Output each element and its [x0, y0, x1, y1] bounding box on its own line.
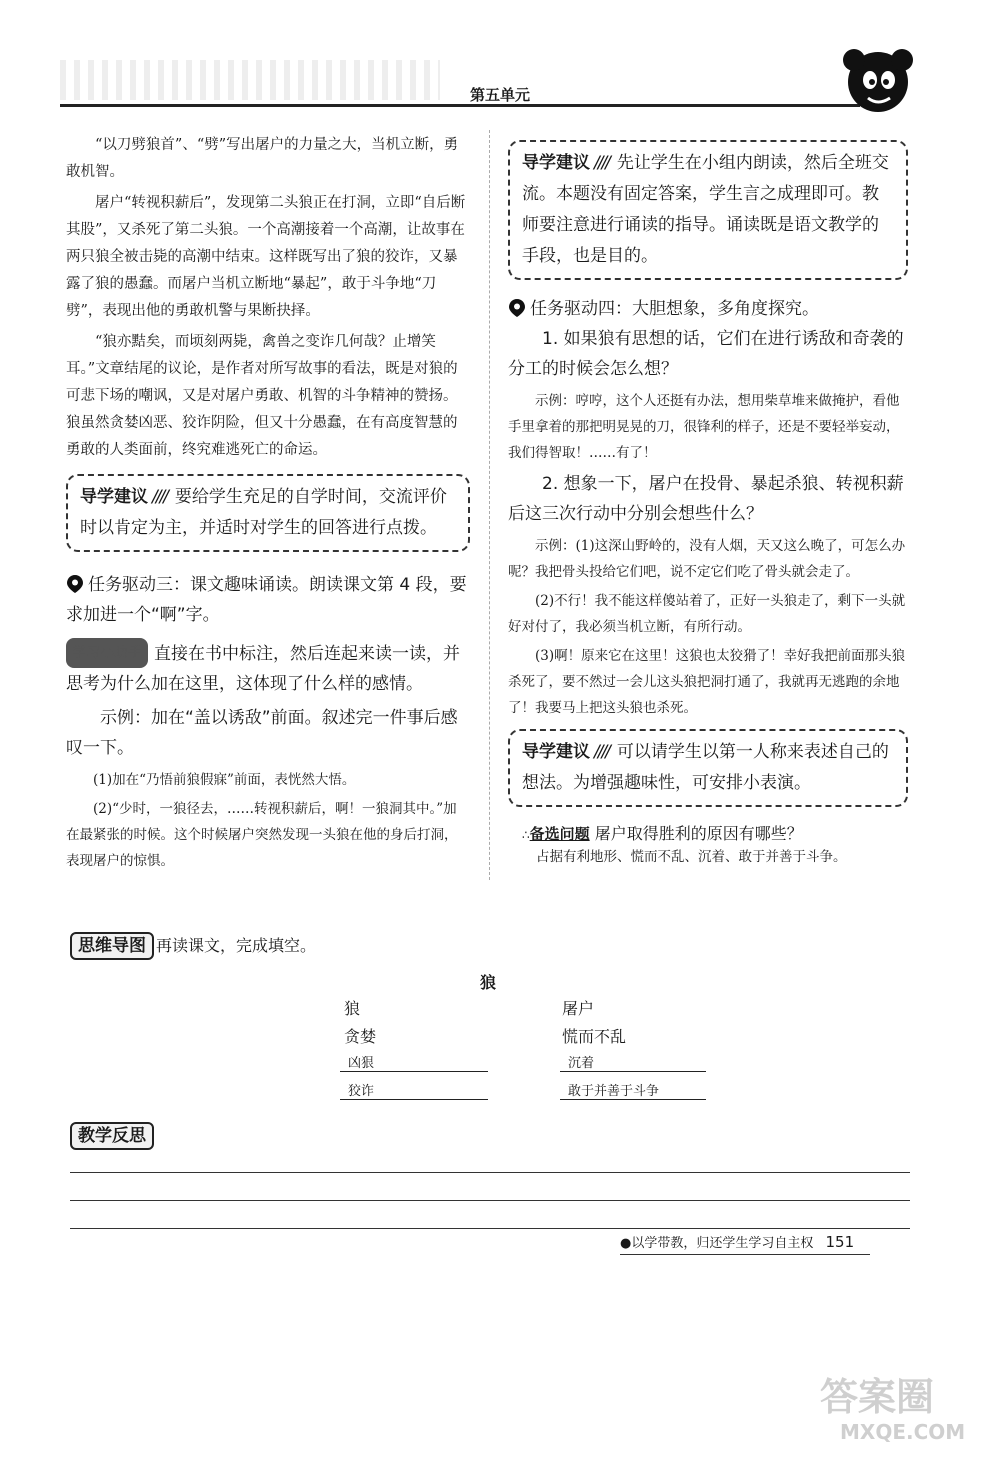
footer-rule	[620, 1254, 870, 1255]
mindmap-right-blank: 沉着	[560, 1052, 706, 1072]
guide-text: 可以请学生以第一人称来表述自己的想法。为增强趣味性，可安排小表演。	[522, 742, 889, 793]
guide-tag: 导学建议	[80, 487, 148, 507]
location-pin-icon	[66, 574, 84, 594]
guide-box-1	[66, 474, 470, 552]
backup-question-text: 屠户取得胜利的原因有哪些？	[594, 824, 803, 843]
mindmap-left-item: 贪婪	[344, 1027, 377, 1046]
answer-two-item: (3)啊！原来它在这里！这狼也太狡猾了！幸好我把前面那头狼杀死了，要不然过一会儿这头狼把洞打通了，我就再无逃跑的余地了！我要马上把这头狼也杀死。	[508, 648, 906, 716]
watermark-logo: 答案圈	[820, 1375, 935, 1419]
task-three	[66, 570, 470, 630]
guide-text: 要给学生充足的自学时间，交流评价时以肯定为主，并适时对学生的回答进行点拨。	[80, 487, 447, 538]
guide-box-3	[508, 729, 908, 807]
task-three-title: 任务驱动三：课文趣味诵读。朗读课文第 4 段，要求加进一个“啊”字。	[66, 575, 467, 625]
mindmap-heading	[70, 932, 316, 960]
header-rule	[60, 104, 860, 107]
watermark-url: MXQE.COM	[840, 1420, 966, 1444]
task-four	[508, 294, 908, 324]
answer-one: 示例：哼哼，这个人还挺有办法，想用柴草堆来做掩护，看他手里拿着的那把明晃晃的刀，很锋利的样子，还是不要轻举妄动，我们得智取！……有了！	[508, 393, 900, 461]
location-pin-icon	[508, 298, 526, 318]
guide-box-2	[508, 140, 908, 280]
slash-decoration: ////	[152, 487, 167, 507]
reflection-line	[70, 1200, 910, 1201]
guide-text: 先让学生在小组内朗读，然后全班交流。本题没有固定答案，学生言之成理即可。教师要注意进行诵读的指导。诵读既是语文教学的手段，也是目的。	[522, 153, 889, 266]
column-divider	[489, 130, 490, 880]
helper-tag: 学习小助手	[66, 638, 148, 668]
mindmap-tag: 思维导图	[70, 932, 154, 960]
reflection-tag: 教学反思	[70, 1122, 154, 1150]
page-number: 151	[825, 1233, 855, 1251]
mascot-icon	[830, 40, 920, 120]
left-column	[66, 132, 470, 877]
mindmap-left-blank: 凶狠	[340, 1052, 488, 1072]
backup-tag: 备选问题	[529, 825, 590, 843]
helper-text: 直接在书中标注，然后连起来读一读，并思考为什么加在这里，这体现了什么样的感情。	[66, 644, 460, 694]
footer-slogan: 以学带教，归还学生学习自主权	[631, 1236, 814, 1251]
sparkle-icon: ∴	[522, 828, 530, 842]
question-one: 1. 如果狼有思想的话，它们在进行诱敌和奇袭的分工的时候会怎么想？	[508, 329, 904, 379]
guide-tag: 导学建议	[522, 153, 590, 173]
mindmap-right-blank: 敢于并善于斗争	[560, 1080, 706, 1100]
answer-two-item: 示例：(1)这深山野岭的，没有人烟，天又这么晚了，可怎么办呢？我把骨头投给它们吧，说不定它们吃了骨头就会走了。	[508, 538, 906, 580]
task-four-title: 任务驱动四：大胆想象，多角度探究。	[530, 299, 819, 319]
reflection-line	[70, 1172, 910, 1173]
footer	[620, 1232, 854, 1251]
example-item: (1)加在“乃悟前狼假寐”前面，表恍然大悟。	[93, 772, 356, 788]
bullet-icon: ●	[620, 1236, 632, 1251]
example-answer: 示例：加在“盖以诱敌”前面。叙述完一件事后感叹一下。	[66, 708, 458, 758]
question-two: 2. 想象一下，屠户在投骨、暴起杀狼、转视积薪后这三次行动中分别会想些什么？	[508, 474, 904, 524]
slash-decoration: ////	[594, 153, 609, 173]
slash-decoration: ////	[594, 742, 609, 762]
analysis-paragraph: “以刀劈狼首”、“劈”写出屠户的力量之大，当机立断，勇敢机智。	[66, 137, 459, 180]
reflection-heading	[70, 1122, 154, 1150]
mindmap-left-head: 狼	[344, 999, 361, 1018]
reflection-line	[70, 1228, 910, 1229]
answer-two-item: (2)不行！我不能这样傻站着了，正好一头狼走了，剩下一头就好对付了，我必须当机立断，有所行动。	[508, 593, 906, 635]
mindmap-left-blank: 狡诈	[340, 1080, 488, 1100]
backup-answer: 占据有利地形、慌而不乱、沉着、敢于并善于斗争。	[536, 849, 847, 865]
backup-question	[508, 821, 908, 844]
analysis-paragraph: “狼亦黠矣，而顷刻两毙，禽兽之变诈几何哉？止增笑耳。”文章结尾的议论，是作者对所写故事的看法，既是对狼的可悲下场的嘲讽，又是对屠户勇敢、机智的斗争精神的赞扬。狼虽然贪婪凶恶、狡诈阴险，但又十分愚蠢，在有高度智慧的勇敢的人类面前，终究难逃死亡的命运。	[66, 334, 458, 458]
mindmap-right-head: 屠户	[562, 999, 595, 1018]
right-column	[508, 140, 908, 873]
unit-title: 第五单元	[469, 86, 530, 104]
mindmap-right-item: 慌而不乱	[562, 1027, 627, 1046]
mindmap-center: 狼	[480, 973, 497, 992]
analysis-paragraph: 屠户“转视积薪后”，发现第二头狼正在打洞，立即“自后断其股”，又杀死了第二头狼。一个高潮接着一个高潮，让故事在两只狼全被击毙的高潮中结束。这样既写出了狼的狡诈，又暴露了狼的愚蠢。而屠户当机立断地“暴起”，敢于斗争地“刀劈”，表现出他的勇敢机警与果断抉择。	[66, 195, 466, 319]
example-item: (2)“少时，一狼径去，……转视积薪后，啊！一狼洞其中。”加在最紧张的时候。这个时候屠户突然发现一头狼在他的身后打洞，表现屠户的惊惧。	[66, 801, 458, 869]
guide-tag: 导学建议	[522, 742, 590, 762]
learning-helper	[66, 638, 470, 699]
mindmap-instruction: 再读课文，完成填空。	[156, 936, 317, 955]
